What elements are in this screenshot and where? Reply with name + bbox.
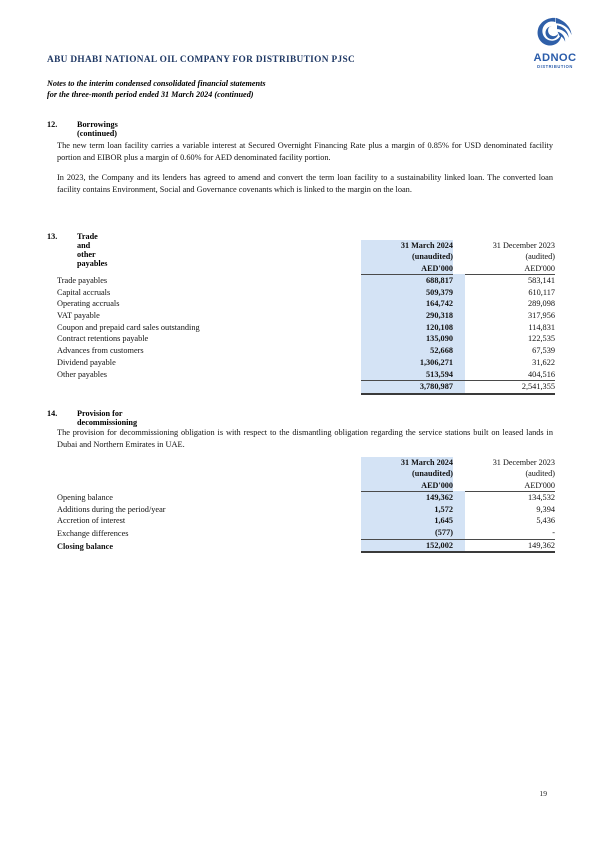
- column-gap: [453, 322, 465, 334]
- page-number: 19: [539, 789, 547, 798]
- column-gap: [453, 491, 465, 503]
- header-current-audit-status: (unaudited): [361, 468, 453, 479]
- column-gap: [453, 287, 465, 299]
- row-label: Dividend payable: [57, 357, 116, 367]
- row-label: Capital accruals: [57, 287, 111, 297]
- table-header-row-date: [57, 457, 555, 468]
- note-13-number: 13.: [47, 232, 58, 241]
- header-current-date: 31 March 2024: [361, 240, 453, 251]
- row-value-previous: 134,532: [528, 492, 555, 502]
- table-row: [57, 515, 555, 527]
- column-gap: [453, 274, 465, 286]
- row-value-current: 1,572: [361, 504, 453, 516]
- column-gap: [453, 251, 465, 262]
- row-value-previous: 404,516: [528, 369, 555, 379]
- column-gap: [453, 504, 465, 516]
- row-label: Contract retentions payable: [57, 334, 149, 344]
- company-name: ABU DHABI NATIONAL OIL COMPANY FOR DISTRIBUTION PJSC: [47, 55, 356, 65]
- header-current-units: AED'000: [361, 263, 453, 275]
- row-label: Operating accruals: [57, 299, 120, 309]
- column-gap: [453, 527, 465, 539]
- row-value-current: 120,108: [361, 322, 453, 334]
- falcon-icon: [523, 16, 587, 54]
- table-row: [57, 274, 555, 286]
- column-gap: [453, 263, 465, 275]
- header-previous-date: 31 December 2023: [492, 458, 555, 467]
- notes-title: [47, 78, 266, 101]
- table-row: [57, 345, 555, 357]
- note-12-paragraph-1: The new term loan facility carries a variable interest at Secured Overnight Financing Rate plus a margin of 0.85% for USD denominated facility portion and EIBOR plus a margin of 0.60% for AED denominated facility portion.: [57, 141, 553, 162]
- row-value-current: 1,645: [361, 515, 453, 527]
- header-current-units: AED'000: [361, 480, 453, 492]
- table-header-row-audit: [57, 251, 555, 262]
- note-12-paragraph-2: In 2023, the Company and its lenders has agreed to amend and convert the term loan facility to a sustainability linked loan. The converted loan facility contains Environment, Social and Governance covenants which is linked to the margin on the loan.: [57, 173, 553, 194]
- note-14-title: Provision for decommissioning: [77, 409, 138, 427]
- note-14-number: 14.: [47, 409, 58, 418]
- column-gap: [453, 369, 465, 381]
- header-previous-date: 31 December 2023: [492, 241, 555, 250]
- column-gap: [453, 333, 465, 345]
- table-row: [57, 504, 555, 516]
- row-value-current: 164,742: [361, 298, 453, 310]
- table-row: [57, 491, 555, 503]
- column-gap: [453, 357, 465, 369]
- row-value-previous: 317,956: [528, 311, 555, 320]
- row-value-previous: 122,535: [528, 334, 555, 344]
- table-row: [57, 357, 555, 369]
- row-value-current: 509,379: [361, 287, 453, 299]
- row-value-previous: -: [552, 528, 555, 537]
- header-previous-units: AED'000: [465, 480, 555, 492]
- table-row: [57, 298, 555, 310]
- trade-and-other-payables-table: [57, 240, 555, 395]
- header-current-audit-status: (unaudited): [361, 251, 453, 262]
- row-label: Advances from customers: [57, 346, 144, 356]
- column-gap: [453, 310, 465, 322]
- row-value-previous: 289,098: [528, 299, 555, 309]
- note-12-number: 12.: [47, 120, 58, 129]
- row-value-previous: 610,117: [528, 287, 555, 297]
- row-value-current: 1,306,271: [361, 357, 453, 369]
- row-value-current: 290,318: [361, 310, 453, 322]
- row-value-current: 52,668: [361, 345, 453, 357]
- note-13-title: Trade and other payables: [77, 232, 108, 268]
- notes-title-line-1: Notes to the interim condensed consolidated financial statements: [47, 79, 266, 88]
- row-value-current: 688,817: [361, 274, 453, 286]
- table-row: [57, 369, 555, 381]
- row-label: VAT payable: [57, 311, 100, 320]
- row-label: Trade payables: [57, 275, 108, 285]
- note-12-title: Borrowings (continued): [77, 120, 118, 138]
- table-total-row: [57, 381, 555, 394]
- total-value-current: 3,780,987: [361, 381, 453, 394]
- column-gap: [453, 345, 465, 357]
- table-row: [57, 527, 555, 539]
- column-gap: [453, 468, 465, 479]
- row-label: Coupon and prepaid card sales outstanding: [57, 322, 200, 332]
- column-gap: [453, 381, 465, 394]
- header-previous-units: AED'000: [465, 263, 555, 275]
- table-row: [57, 310, 555, 322]
- table-row: [57, 322, 555, 334]
- row-value-current: 135,090: [361, 333, 453, 345]
- table-header-row-date: [57, 240, 555, 251]
- row-value-previous: 67,539: [532, 346, 555, 356]
- header-previous-audit-status: (audited): [525, 252, 555, 262]
- total-label: [57, 381, 361, 394]
- table-header-row-units: [57, 480, 555, 492]
- total-label: Closing balance: [57, 541, 114, 551]
- header-spacer: [57, 263, 361, 275]
- row-label: Accretion of interest: [57, 516, 126, 526]
- header-spacer: [57, 468, 361, 479]
- header-spacer: [57, 480, 361, 492]
- total-value-previous: 2,541,355: [465, 381, 555, 394]
- adnoc-submark: DISTRIBUTION: [537, 64, 573, 69]
- row-value-previous: 5,436: [536, 516, 555, 526]
- total-value-previous: 149,362: [465, 539, 555, 552]
- column-gap: [453, 515, 465, 527]
- row-value-previous: 583,141: [528, 275, 555, 285]
- header-spacer: [57, 240, 361, 251]
- column-gap: [453, 539, 465, 552]
- table-total-row: [57, 539, 555, 552]
- header-previous-audit-status: (audited): [525, 469, 555, 479]
- notes-title-line-2: for the three-month period ended 31 March 2024 (continued): [47, 90, 254, 100]
- row-value-previous: 114,831: [528, 322, 555, 332]
- table-header-row-units: [57, 263, 555, 275]
- row-label: Exchange differences: [57, 528, 129, 538]
- column-gap: [453, 240, 465, 251]
- row-value-current: 149,362: [361, 491, 453, 503]
- row-label: Additions during the period/year: [57, 504, 166, 514]
- total-value-current: 152,002: [361, 539, 453, 552]
- row-value-current: 513,594: [361, 369, 453, 381]
- header-current-date: 31 March 2024: [361, 457, 453, 468]
- header-spacer: [57, 457, 361, 468]
- table-header-row-audit: [57, 468, 555, 479]
- header-spacer: [57, 251, 361, 262]
- adnoc-wordmark: ADNOC: [533, 52, 577, 64]
- row-value-current: (577): [361, 527, 453, 539]
- note-14-paragraph-1: The provision for decommissioning obligation is with respect to the dismantling obligation regarding the service stations built on leased lands in Dubai and Northern Emirates in UAE.: [57, 428, 553, 449]
- adnoc-logo: [523, 16, 587, 72]
- column-gap: [453, 480, 465, 492]
- row-label: Opening balance: [57, 492, 113, 502]
- row-label: Other payables: [57, 370, 107, 380]
- table-row: [57, 287, 555, 299]
- column-gap: [453, 457, 465, 468]
- column-gap: [453, 298, 465, 310]
- row-value-previous: 31,622: [532, 357, 555, 367]
- row-value-previous: 9,394: [536, 504, 555, 514]
- table-row: [57, 333, 555, 345]
- provision-for-decommissioning-table: [57, 457, 555, 553]
